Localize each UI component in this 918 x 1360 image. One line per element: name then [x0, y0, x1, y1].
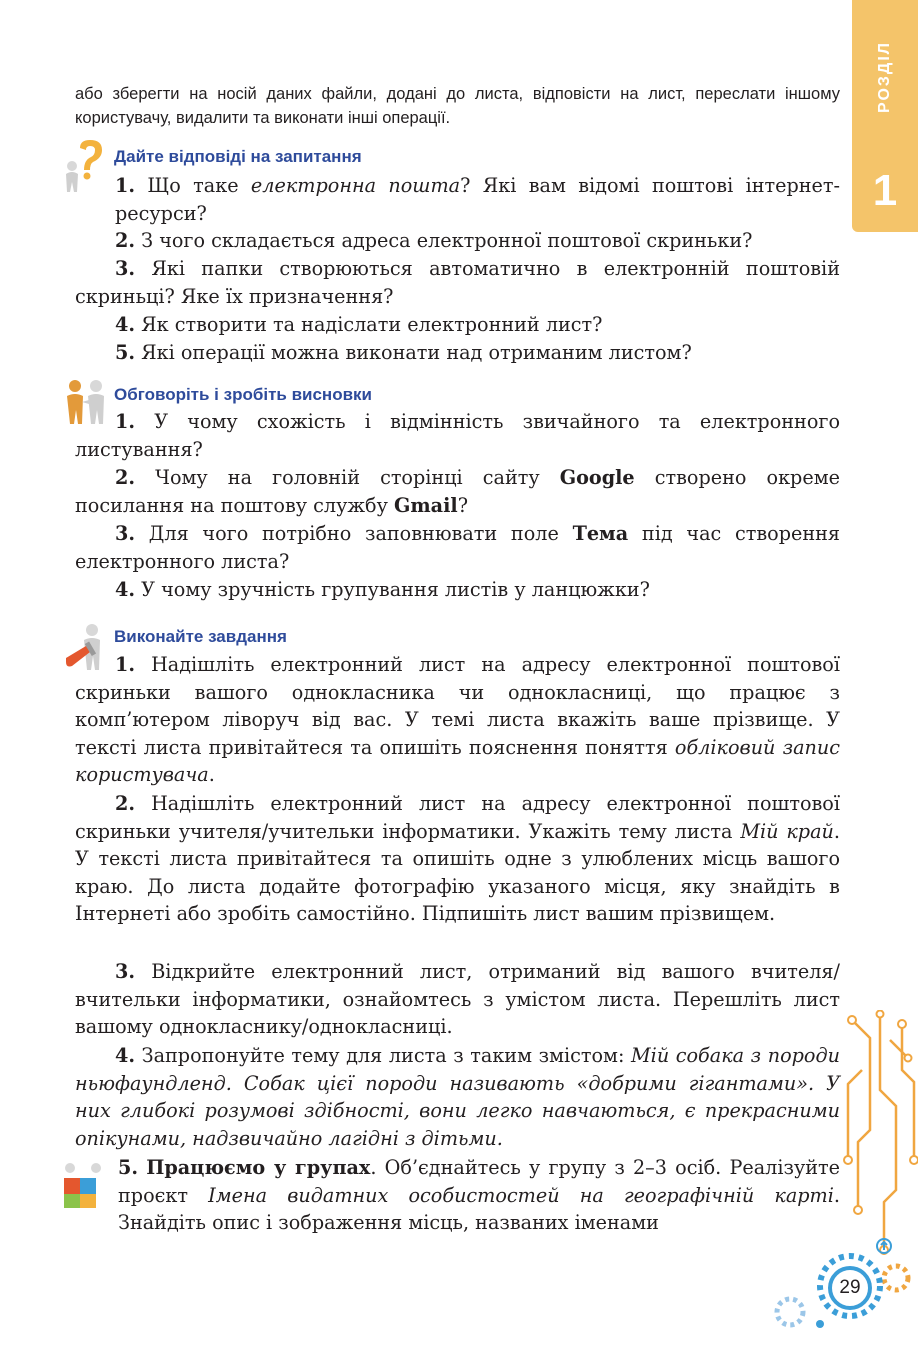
- chapter-tab-number: 1: [872, 166, 898, 215]
- question-2-3: 3. Для чого потрібно заповнювати поле Тема під час створення електронного листа?: [75, 522, 841, 573]
- task-4: 4. Запропонуйте тему для листа з таким змістом: Мій собака з породи ньюфаундленд. Собак цієї породи називають «добрими гігантами». У них глибокі розумові здібності, вони легко навчаються, є прекрасними опікунами, надзвичайно лагідні з дітьми.: [75, 1044, 840, 1150]
- section-title-tasks: Виконайте завдання: [114, 627, 287, 646]
- task-3: 3. Відкрийте електронний лист, отриманий від вашого вчителя/вчительки інформатики, ознайомтесь з умістом листа. Перешліть лист вашому однокласнику/однокласниці.: [75, 960, 840, 1039]
- task-2: 2. Надішліть електронний лист на адресу електронної поштової скриньки учителя/учительки інформатики. Укажіть тему листа Мій край. У тексті листа привітайтеся та опишіть одне з улюблених місць вашого краю. До листа додайте фотографію указаного місця, яку знайдіть в Інтернеті або зробіть самостійно. Підпишіть лист вашим прізвищем.: [75, 792, 841, 926]
- question-1-2: 2. З чого складається адреса електронної поштової скриньки?: [115, 229, 753, 252]
- group-work-puzzle-icon: [56, 1160, 110, 1212]
- question-1-1: 1. Що таке електронна пошта? Які вам відомі поштові інтернет-ресурси?: [115, 174, 840, 225]
- question-2-4: 4. У чому зручність групування листів у ланцюжки?: [115, 578, 650, 601]
- page-number: 29: [828, 1266, 872, 1310]
- question-1-3: 3. Які папки створюються автоматично в електронній поштовій скриньці? Яке їх призначення?: [75, 257, 840, 308]
- intro-paragraph: або зберегти на носій даних файли, додані до листа, відповісти на лист, переслати іншому користувачу, видалити та виконати інші операції.: [75, 85, 840, 127]
- chapter-tab-label: РОЗДІЛ: [876, 41, 893, 113]
- question-2-2: 2. Чому на головній сторінці сайту Google створено окреме посилання на поштову службу Gmail?: [75, 466, 840, 517]
- section-title-discuss: Обговоріть і зробіть висновки: [114, 385, 372, 404]
- task-5: 5. Працюємо у групах. Об’єднайтесь у групу з 2–3 осіб. Реалізуйте проєкт Імена видатних особистостей на географічній карті. Знайдіть опис і зображення місць, названих іменами: [118, 1156, 840, 1235]
- question-2-1: 1. У чому схожість і відмінність звичайного та електронного листування?: [75, 410, 840, 461]
- chapter-tab: [852, 0, 918, 232]
- question-1-5: 5. Які операції можна виконати над отриманим листом?: [115, 341, 692, 364]
- section-title-answer-questions: Дайте відповіді на запитання: [114, 147, 362, 166]
- question-1-4: 4. Як створити та надіслати електронний лист?: [115, 313, 603, 336]
- task-1: 1. Надішліть електронний лист на адресу електронної поштової скриньки вашого однокласника чи однокласниці, що працює з комп’ютером ліворуч від вас. У темі листа вкажіть ваше прізвище. У тексті листа привітайтеся та опишіть пояснення поняття обліковий запис користувача.: [75, 653, 840, 787]
